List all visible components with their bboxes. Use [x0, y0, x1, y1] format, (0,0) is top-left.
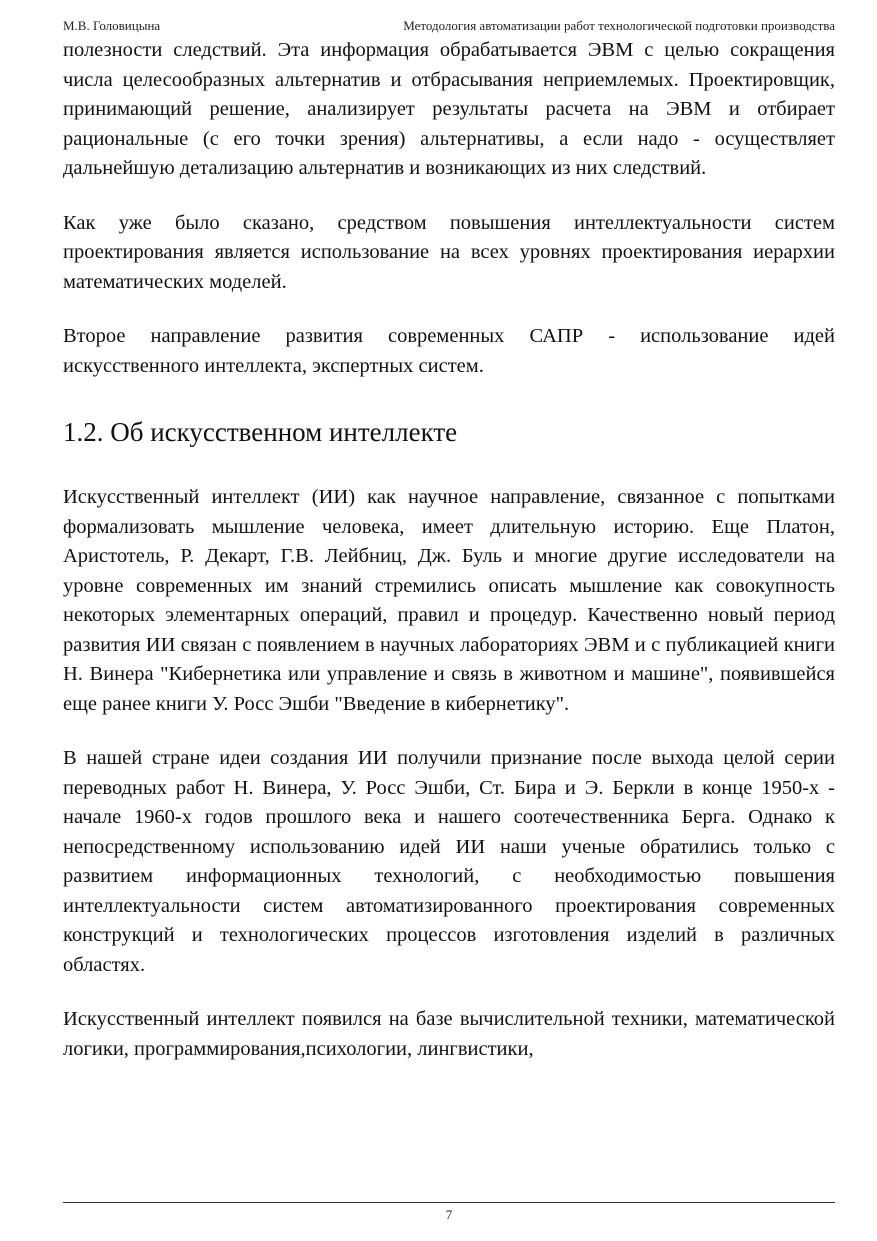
page-body: [63, 36, 835, 1064]
header-author: М.В. Головицына: [63, 18, 161, 33]
footer-divider: [63, 1202, 835, 1203]
paragraph: Второе направление развития современных САПР - использование идей искусственного интеллекта, экспертных систем.: [63, 325, 835, 377]
paragraph: полезности следствий. Эта информация обрабатывается ЭВМ с целью сокращения числа целесообразных альтернатив и отбрасывания неприемлемых. Проектировщик, принимающий решение, анализирует результаты расчета на ЭВМ и отбирает рациональные (с его точки зрения) альтернативы, а если надо - осуществляет дальнейшую детализацию альтернатив и возникающих из них следствий.: [63, 39, 835, 179]
paragraph: Как уже было сказано, средством повышения интеллектуальности систем проектирования является использование на всех уровнях проектирования иерархии математических моделей.: [63, 211, 835, 293]
paragraph: В нашей стране идеи создания ИИ получили признание после выхода целой серии переводных работ Н. Винера, У. Росс Эшби, Ст. Бира и Э. Беркли в конце 1950-х - начале 1960-х годов прошлого века и нашего соотечественника Берга. Однако к непосредственному использованию идей ИИ наши ученые обратились только с развитием информационных технологий, с необходимостью повышения интеллектуальности систем автоматизированного проектирования современных конструкций и технологических процессов изготовления изделий в различных областях.: [63, 747, 835, 976]
page-number: 7: [445, 1207, 453, 1222]
running-header: [63, 16, 835, 36]
section-heading: 1.2. Об искусственном интеллекте: [63, 417, 458, 447]
header-title: Методология автоматизации работ технологической подготовки производства: [403, 18, 835, 33]
paragraph: Искусственный интеллект появился на базе вычислительной техники, математической логики, программирования,психологии, лингвистики,: [63, 1008, 835, 1060]
paragraph: Искусственный интеллект (ИИ) как научное направление, связанное с попытками формализовать мышление человека, имеет длительную историю. Еще Платон, Аристотель, Р. Декарт, Г.В. Лейбниц, Дж. Буль и многие другие исследователи на уровне современных им знаний стремились описать мышление как совокупность некоторых элементарных операций, правил и процедур. Качественно новый период развития ИИ связан с появлением в научных лабораториях ЭВМ и с публикацией книги Н. Винера "Кибернетика или управление и связь в животном и машине", появившейся еще ранее книги У. Росс Эшби "Введение в кибернетику".: [63, 486, 835, 715]
